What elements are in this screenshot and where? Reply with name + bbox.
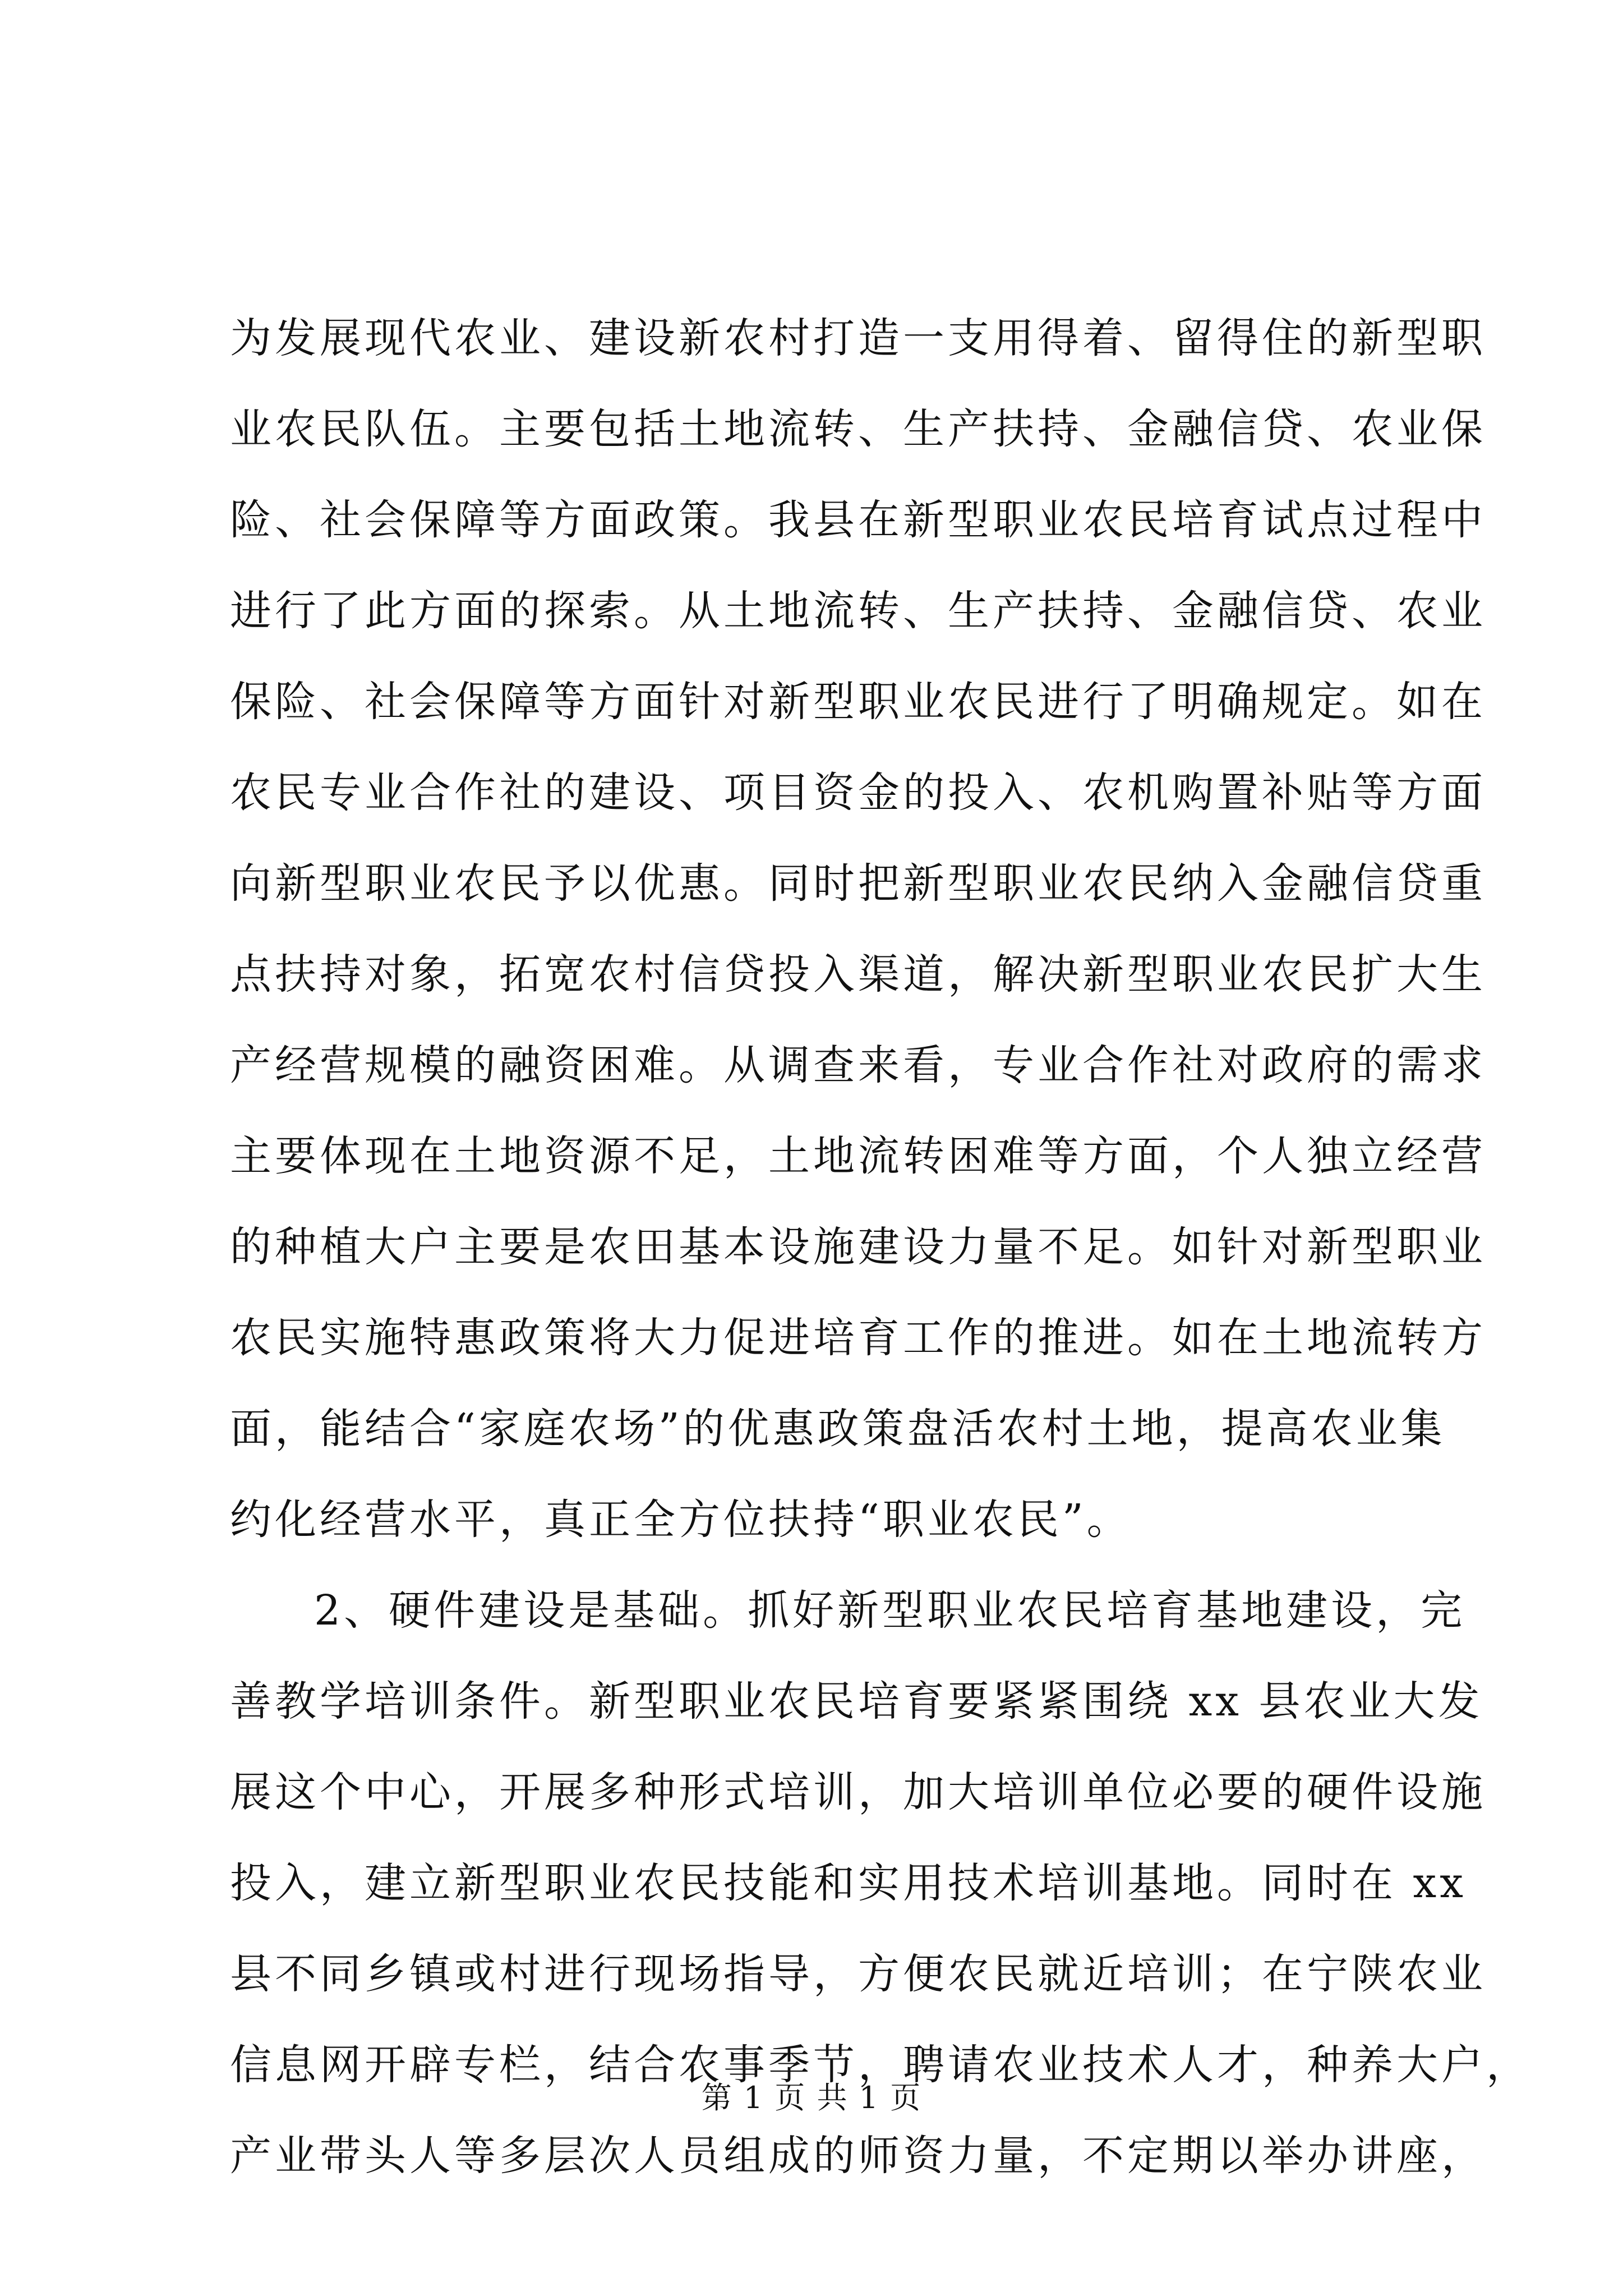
text-line: 业农民队伍。主要包括土地流转、生产扶持、金融信贷、农业保	[230, 405, 1486, 453]
text-line: 投入，建立新型职业农民技能和实用技术培训基地。同时在 xx	[230, 1859, 1467, 1907]
paragraph-start-line: 2、硬件建设是基础。抓好新型职业农民培育基地建设，完	[314, 1586, 1466, 1635]
text-line: 向新型职业农民予以优惠。同时把新型职业农民纳入金融信贷重	[230, 859, 1486, 908]
text-line: 险、社会保障等方面政策。我县在新型职业农民培育试点过程中	[230, 496, 1486, 544]
text-line: 县不同乡镇或村进行现场指导，方便农民就近培训；在宁陕农业	[230, 1950, 1486, 1998]
text-line: 为发展现代农业、建设新农村打造一支用得着、留得住的新型职	[230, 314, 1486, 362]
text-line: 产业带头人等多层次人员组成的师资力量，不定期以举办讲座，	[230, 2132, 1486, 2180]
text-line: 约化经营水平，真正全方位扶持“职业农民”。	[230, 1496, 1132, 1544]
text-line: 保险、社会保障等方面针对新型职业农民进行了明确规定。如在	[230, 678, 1486, 726]
text-line: 信息网开辟专栏，结合农事季节，聘请农业技术人才，种养大户，	[230, 2041, 1531, 2089]
text-line: 进行了此方面的探索。从土地流转、生产扶持、金融信贷、农业	[230, 587, 1486, 635]
text-line: 产经营规模的融资困难。从调查来看，专业合作社对政府的需求	[230, 1041, 1486, 1089]
text-line: 展这个中心，开展多种形式培训，加大培训单位必要的硬件设施	[230, 1768, 1486, 1816]
text-line: 善教学培训条件。新型职业农民培育要紧紧围绕 xx 县农业大发	[230, 1677, 1483, 1726]
text-line: 点扶持对象，拓宽农村信贷投入渠道，解决新型职业农民扩大生	[230, 950, 1486, 999]
body-text	[230, 293, 1531, 2201]
text-line: 的种植大户主要是农田基本设施建设力量不足。如针对新型职业	[230, 1223, 1486, 1271]
text-line: 农民实施特惠政策将大力促进培育工作的推进。如在土地流转方	[230, 1314, 1486, 1362]
text-line: 主要体现在土地资源不足，土地流转困难等方面，个人独立经营	[230, 1132, 1486, 1180]
text-line: 面，能结合“家庭农场”的优惠政策盘活农村土地，提高农业集	[230, 1405, 1446, 1453]
page-footer: 第 1 页 共 1 页	[701, 2080, 922, 2115]
text-line: 农民专业合作社的建设、项目资金的投入、农机购置补贴等方面	[230, 769, 1486, 817]
